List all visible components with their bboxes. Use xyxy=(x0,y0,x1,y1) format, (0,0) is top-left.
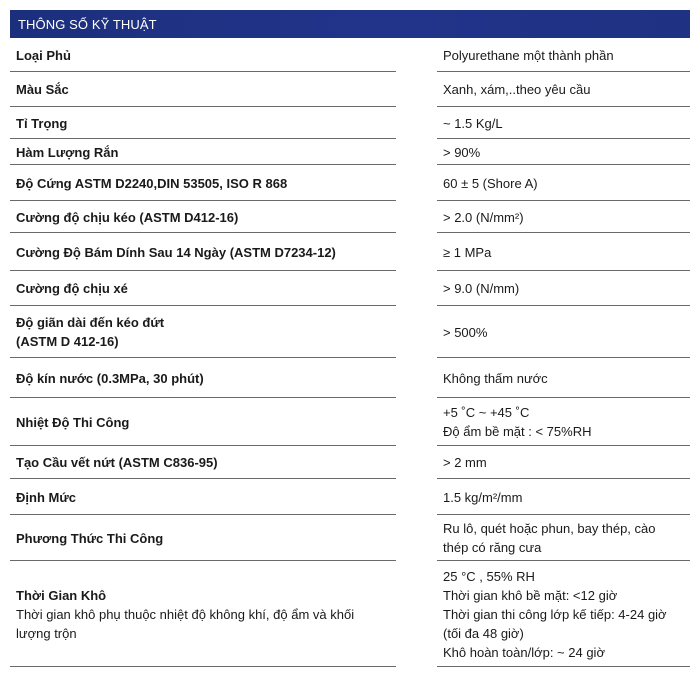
spec-label: Thời Gian Khô xyxy=(16,587,107,603)
spec-note: Thời gian khô phụ thuộc nhiệt độ không khí, độ ẩm và khối lượng trộn xyxy=(16,606,355,641)
spec-value: ≥ 1 MPa xyxy=(443,244,492,260)
spec-value: 25 °C , 55% RH Thời gian khô bề mặt: <12 giờ Thời gian thi công lớp kế tiếp: 4-24 giờ (tối đa 48 giờ) Khô hoàn toàn/lớp: ~ 24 giờ xyxy=(443,568,667,660)
spec-label: Cường độ chịu kéo (ASTM D412-16) xyxy=(16,209,239,225)
spec-value: > 500% xyxy=(443,324,488,340)
spec-value: > 2 mm xyxy=(443,455,487,470)
spec-label: Phương Thức Thi Công xyxy=(16,530,164,546)
spec-row-color xyxy=(10,72,690,107)
spec-label: Tạo Cầu vết nứt (ASTM C836-95) xyxy=(16,455,218,470)
spec-row-elongation xyxy=(10,306,690,358)
spec-label: Độ Cứng ASTM D2240,DIN 53505, ISO R 868 xyxy=(16,175,288,191)
spec-table xyxy=(10,38,690,667)
spec-header-title: THÔNG SỐ KỸ THUẬT xyxy=(18,16,157,32)
spec-value: > 2.0 (N/mm²) xyxy=(443,209,524,225)
spec-row-crack-bridging xyxy=(10,446,690,479)
spec-label: Màu Sắc xyxy=(16,82,69,97)
spec-row-application-temperature xyxy=(10,398,690,446)
spec-row-tensile-strength xyxy=(10,201,690,233)
spec-value: > 9.0 (N/mm) xyxy=(443,281,520,296)
spec-label: Cường Độ Bám Dính Sau 14 Ngày (ASTM D7234-12) xyxy=(16,244,336,260)
spec-row-density xyxy=(10,107,690,139)
spec-row-hardness xyxy=(10,165,690,201)
spec-value: Ru lô, quét hoặc phun, bay thép, cào thép có răng cưa xyxy=(443,521,656,555)
spec-label: Nhiệt Độ Thi Công xyxy=(16,414,130,430)
spec-label: Tỉ Trọng xyxy=(16,115,68,131)
spec-row-adhesion xyxy=(10,233,690,271)
spec-row-solid-content xyxy=(10,139,690,165)
spec-label: Định Mức xyxy=(16,489,76,505)
spec-value: ~ 1.5 Kg/L xyxy=(443,115,503,131)
spec-row-application-method xyxy=(10,515,690,561)
spec-header xyxy=(10,10,690,38)
spec-label: Hàm Lượng Rắn xyxy=(16,144,119,160)
spec-row-tear-strength xyxy=(10,271,690,306)
spec-label: Loại Phủ xyxy=(16,47,71,63)
spec-row-drying-time xyxy=(10,561,690,667)
spec-row-coating-type xyxy=(10,38,690,72)
spec-row-coverage xyxy=(10,479,690,515)
spec-value: Xanh, xám,..theo yêu cầu xyxy=(443,82,591,97)
spec-value: 1.5 kg/m²/mm xyxy=(443,489,523,505)
spec-value: +5 ˚C ~ +45 ˚C Độ ẩm bề mặt : < 75%RH xyxy=(443,405,592,439)
spec-row-waterproof xyxy=(10,358,690,398)
spec-value: > 90% xyxy=(443,144,481,160)
spec-value: 60 ± 5 (Shore A) xyxy=(443,175,538,191)
spec-label: Độ giãn dài đến kéo đứt (ASTM D 412-16) xyxy=(16,315,165,349)
spec-value: Polyurethane một thành phần xyxy=(443,47,614,63)
spec-label: Độ kín nước (0.3MPa, 30 phút) xyxy=(16,370,204,386)
spec-value: Không thấm nước xyxy=(443,370,548,386)
spec-label: Cường độ chịu xé xyxy=(16,281,128,296)
